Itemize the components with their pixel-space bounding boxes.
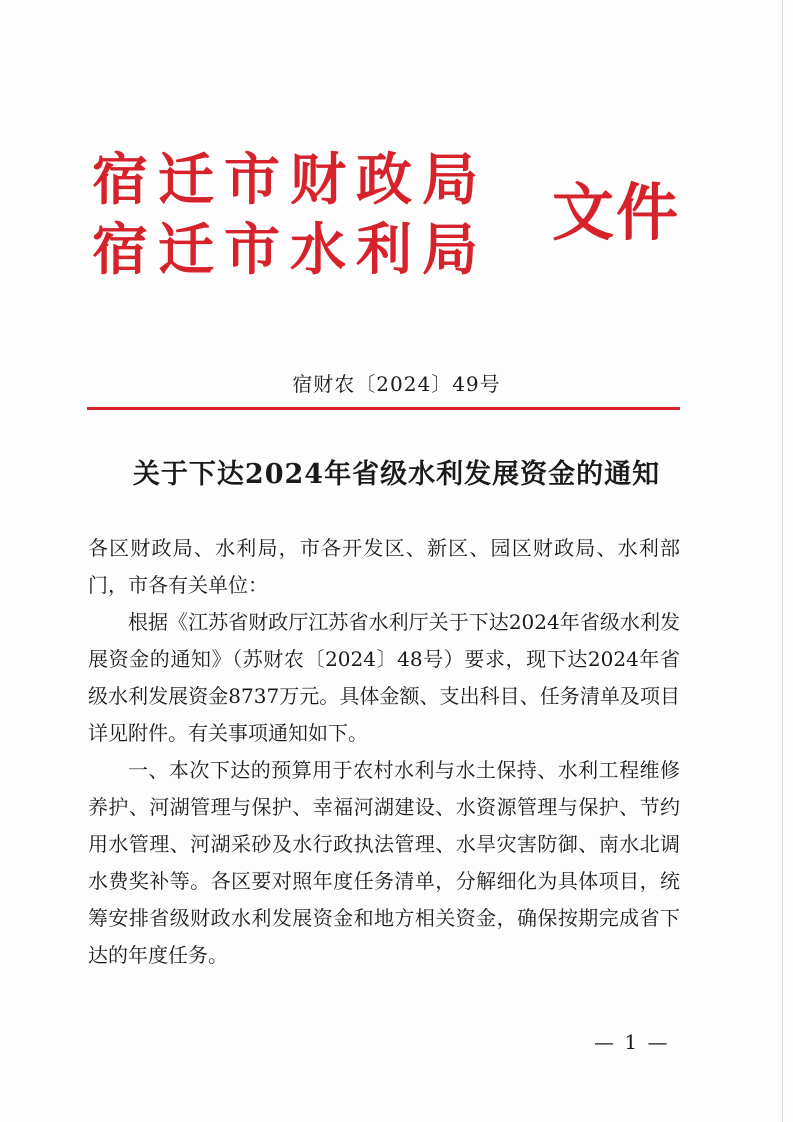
recipients-paragraph: 各区财政局、水利局，市各开发区、新区、园区财政局、水利部门，市各有关单位： bbox=[88, 536, 680, 597]
red-separator-line bbox=[87, 407, 680, 410]
issuing-organizations bbox=[92, 146, 488, 286]
body-paragraph-2: 一、本次下达的预算用于农村水利与水土保持、水利工程维修养护、河湖管理与保护、幸福河湖建设、水资源管理与保护、节约用水管理、河湖采砂及水行政执法管理、水旱灾害防御、南水北调水费奖补等。各区要对照年度任务清单，分解细化为具体项目，统筹安排省级财政水利发展资金和地方相关资金，确保按期完成省下达的年度任务。 bbox=[88, 758, 680, 967]
org-line-2: 宿迁市水利局 bbox=[92, 218, 488, 283]
org-line-1: 宿迁市财政局 bbox=[92, 148, 488, 213]
page-number: — 1 — bbox=[594, 1030, 670, 1054]
body-paragraph-1: 根据《江苏省财政厅江苏省水利厅关于下达2024年省级水利发展资金的通知》（苏财农〔2024〕48号）要求，现下达2024年省级水利发展资金8737万元。具体金额、支出科目、任务清单及项目详见附件。有关事项通知如下。 bbox=[88, 610, 680, 745]
document-body bbox=[88, 530, 680, 974]
document-number: 宿财农〔2024〕49号 bbox=[292, 372, 501, 396]
page-edge-line bbox=[782, 0, 783, 1122]
document-title: 关于下达2024年省级水利发展资金的通知 bbox=[132, 459, 661, 490]
document-type-suffix: 文件 bbox=[552, 176, 681, 249]
